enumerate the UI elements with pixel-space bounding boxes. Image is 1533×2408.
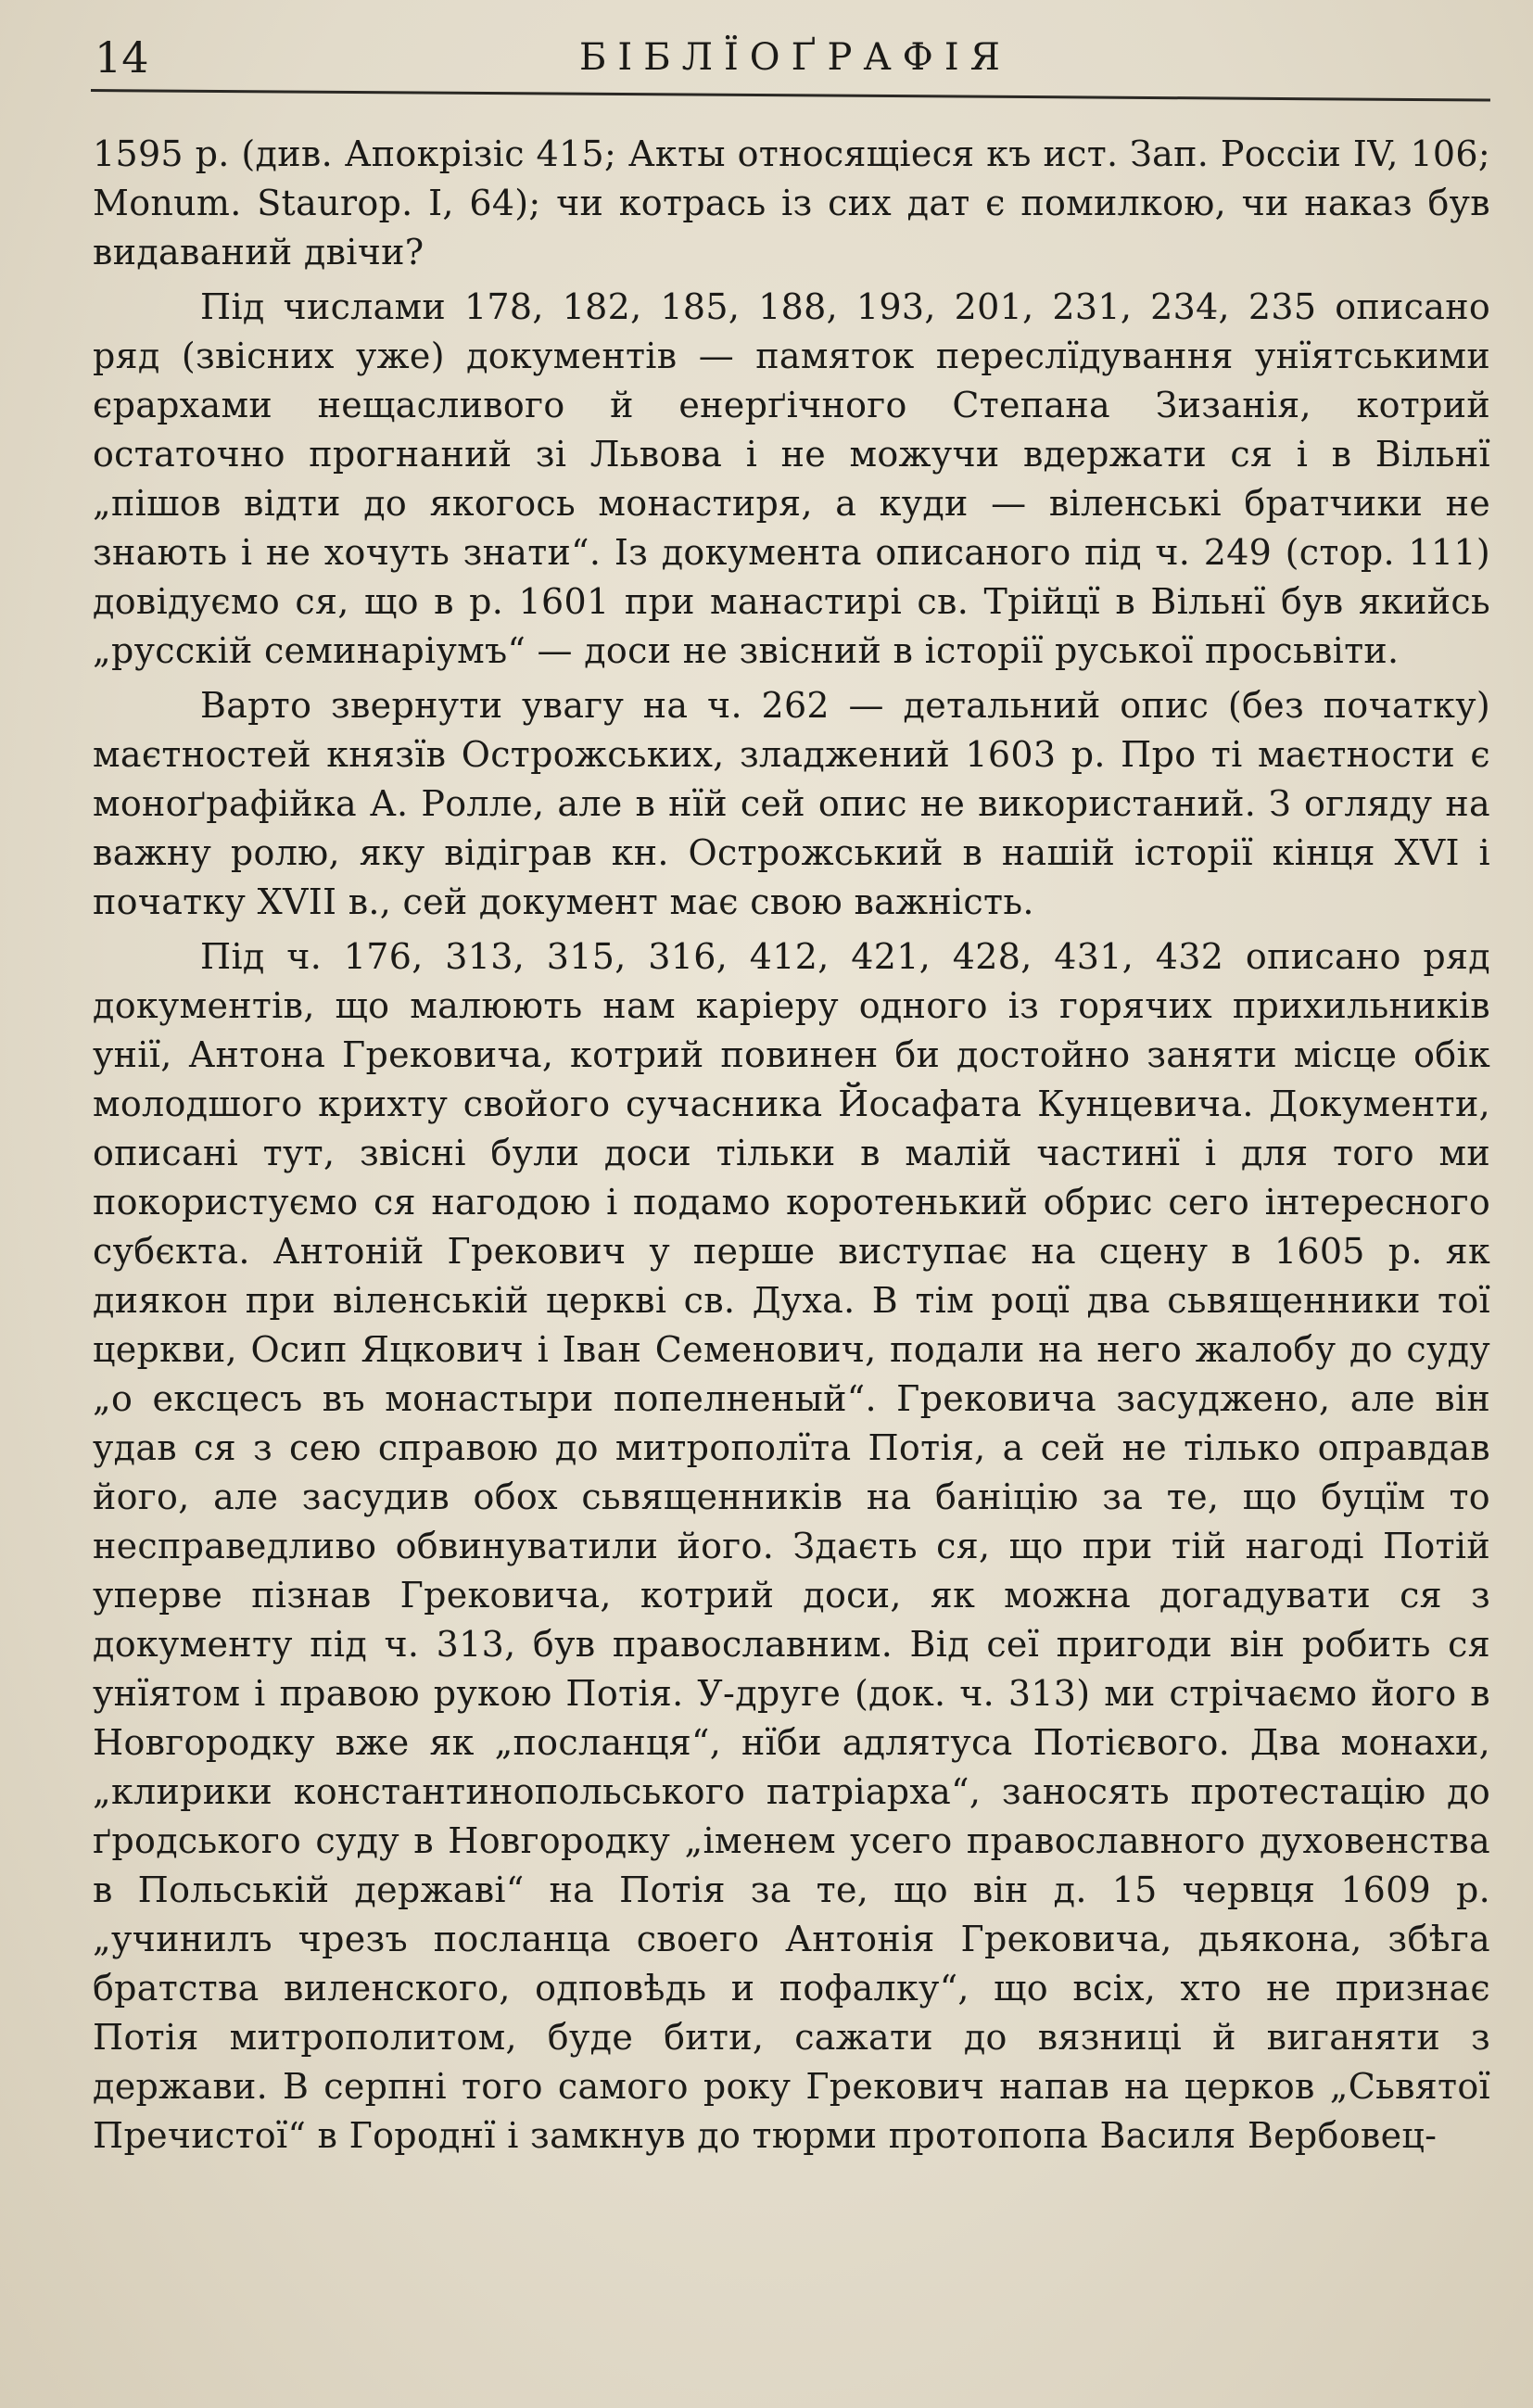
paragraph-ostrozhsky: Варто звернути увагу на ч. 262 — детальний опис (без початку) маєтностей князїв Острожських, зладжений 1603 р. Про ті маєтности є моноґрафійка А. Ролле, але в нїй сей опис не використаний. З огляду на важну ролю, яку відіграв кн. Острожський в нашій історії кінця XVI і початку XVII в., сей документ має свою важність. [93, 685, 1490, 922]
page-number: 14 [95, 32, 149, 82]
paragraph-hrekovych: Під ч. 176, 313, 315, 316, 412, 421, 428, 431, 432 описано ряд документів, що малюють нам каріеру одного із горячих прихильників унії, Антона Грековича, котрий повинен би достойно заняти місце обік молодшого крихту свойого сучасника Йосафата Кунцевича. Документи, описані тут, звісні були доси тільки в малій частинї і для того ми покористуємо ся нагодою і подамо коротенький обрис сего інтересного субєкта. Антоній Грекович у перше виступає на сцену в 1605 р. як диякон при віленській церкві св. Духа. В тім роцї два сьвященники тої церкви, Осип Яцкович і Іван Семенович, подали на него жалобу до суду „о ексцесъ въ монастыри попелненый“. Грековича засуджено, але він удав ся з сею справою до митрополїта Потія, а сей не тілько оправдав його, але засудив обох сьвященників на баніцію за те, що буцїм то несправедливо обвинуватили його. Здаєть ся, що при тій нагоді Потій уперве пізнав Грековича, котрий доси, як можна догадувати ся з документу під ч. 313, був православним. Від сеї пригоди він робить ся унїятом і правою рукою Потія. У-друге (док. ч. 313) ми стрічаємо його в Новгородку вже як „посланця“, нїби адлятуса Потієвого. Два монахи, „клирики константинопольського патріарха“, заносять протестацію до ґродського суду в Новгородку „іменем усего православного духовенства в Польській державі“ на Потія за те, що він д. 15 червця 1609 р. „учинилъ чрезъ посланца своего Антонія Грековича, дьякона, збѣга братства виленского, одповѣдь и пофалку“, що всіх, хто не признає Потія митрополитом, буде бити, сажати до вязниці й виганяти з держави. В серпні того самого року Грекович напав на церков „Сьвятої Пречистої“ в Городнї і замкнув до тюрми протопопа Василя Вербовец- [93, 936, 1490, 2156]
header-rule [91, 89, 1490, 102]
page-header [91, 24, 1500, 89]
running-title: БІБЛЇОҐРАФІЯ [579, 36, 1011, 79]
paragraph-continuation: 1595 р. (див. Апокрізіс 415; Акты относящіеся къ ист. Зап. Россіи IV, 106; Monum. Staurop. I, 64); чи котрась із сих дат є помилкою, чи наказ був видаваний двічи? [93, 133, 1490, 272]
body-text [93, 130, 1490, 2161]
paragraph-zyzaniy: Під числами 178, 182, 185, 188, 193, 201, 231, 234, 235 описано ряд (звісних уже) документів — памяток переслїдування унїятськими єрархами нещасливого й енерґічного Степана Зизанія, котрий остаточно прогнаний зі Львова і не можучи вдержати ся і в Вільнї „пішов відти до якогось монастиря, а куди — віленські братчики не знають і не хочуть знати“. Із документа описаного під ч. 249 (стор. 111) довідуємо ся, що в р. 1601 при манастирі св. Трійцї в Вільнї був якийсь „русскій семинаріумъ“ — доси не звісний в історії руської просьвіти. [93, 286, 1490, 671]
